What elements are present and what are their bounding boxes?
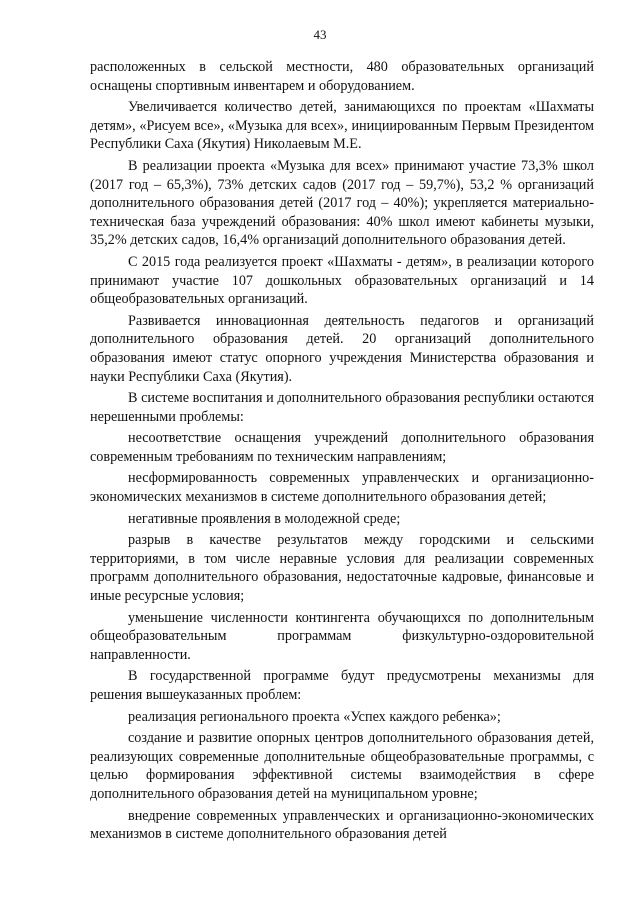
body-text	[90, 58, 594, 847]
paragraph: В государственной программе будут предусмотрены механизмы для решения вышеуказанных проблем:	[90, 668, 594, 703]
paragraph: расположенных в сельской местности, 480 образовательных организаций оснащены спортивным инвентарем и оборудованием.	[90, 59, 594, 94]
list-item: разрыв в качестве результатов между городскими и сельскими территориями, в том числе неравные условия для реализации современных программ дополнительного образования, недостаточные кадровые, финансовые и иные ресурсные условия;	[90, 532, 594, 605]
paragraph: Увеличивается количество детей, занимающихся по проектам «Шахматы детям», «Рисуем все», «Музыка для всех», инициированным Первым Президентом Республики Саха (Якутия) Николаевым М.Е.	[90, 99, 594, 153]
paragraph: Развивается инновационная деятельность педагогов и организаций дополнительного образования детей. 20 организаций дополнительного образования имеют статус опорного учреждения Министерства образования и науки Республики Саха (Якутия).	[90, 312, 594, 385]
list-item: негативные проявления в молодежной среде;	[128, 510, 401, 527]
page-number: 43	[313, 27, 327, 42]
list-item: реализация регионального проекта «Успех каждого ребенка»;	[128, 708, 501, 725]
list-item: уменьшение численности контингента обучающихся по дополнительным общеобразовательным программам физкультурно-оздоровительной направленности.	[90, 609, 594, 663]
list-item: создание и развитие опорных центров дополнительного образования детей, реализующих современные дополнительные общеобразовательные программы, с целью формирования эффективной системы взаимодействия в сфере дополнительного образования детей на муниципальном уровне;	[90, 730, 594, 802]
paragraph: В реализации проекта «Музыка для всех» принимают участие 73,3% школ (2017 год – 65,3%), 73% детских садов (2017 год – 59,7%), 53,2 % организаций дополнительного образования детей (2017 год – 40%); укрепляется материально-техническая база учреждений образования: 40% школ имеют кабинеты музыки, 35,2% детских садов, 16,4% организаций дополнительного образования детей.	[90, 157, 594, 249]
list-item: несформированность современных управленческих и организационно-экономических механизмов в системе дополнительного образования детей;	[90, 470, 594, 506]
list-item: внедрение современных управленческих и организационно-экономических механизмов в системе дополнительного образования детей	[90, 807, 594, 843]
paragraph: В системе воспитания и дополнительного образования республики остаются нерешенными проблемы:	[90, 390, 594, 425]
list-item: несоответствие оснащения учреждений дополнительного образования современным требованиям по техническим направлениям;	[90, 430, 594, 465]
paragraph: С 2015 года реализуется проект «Шахматы - детям», в реализации которого принимают участие 107 дошкольных образовательных организаций и 14 общеобразовательных организаций.	[90, 253, 594, 308]
